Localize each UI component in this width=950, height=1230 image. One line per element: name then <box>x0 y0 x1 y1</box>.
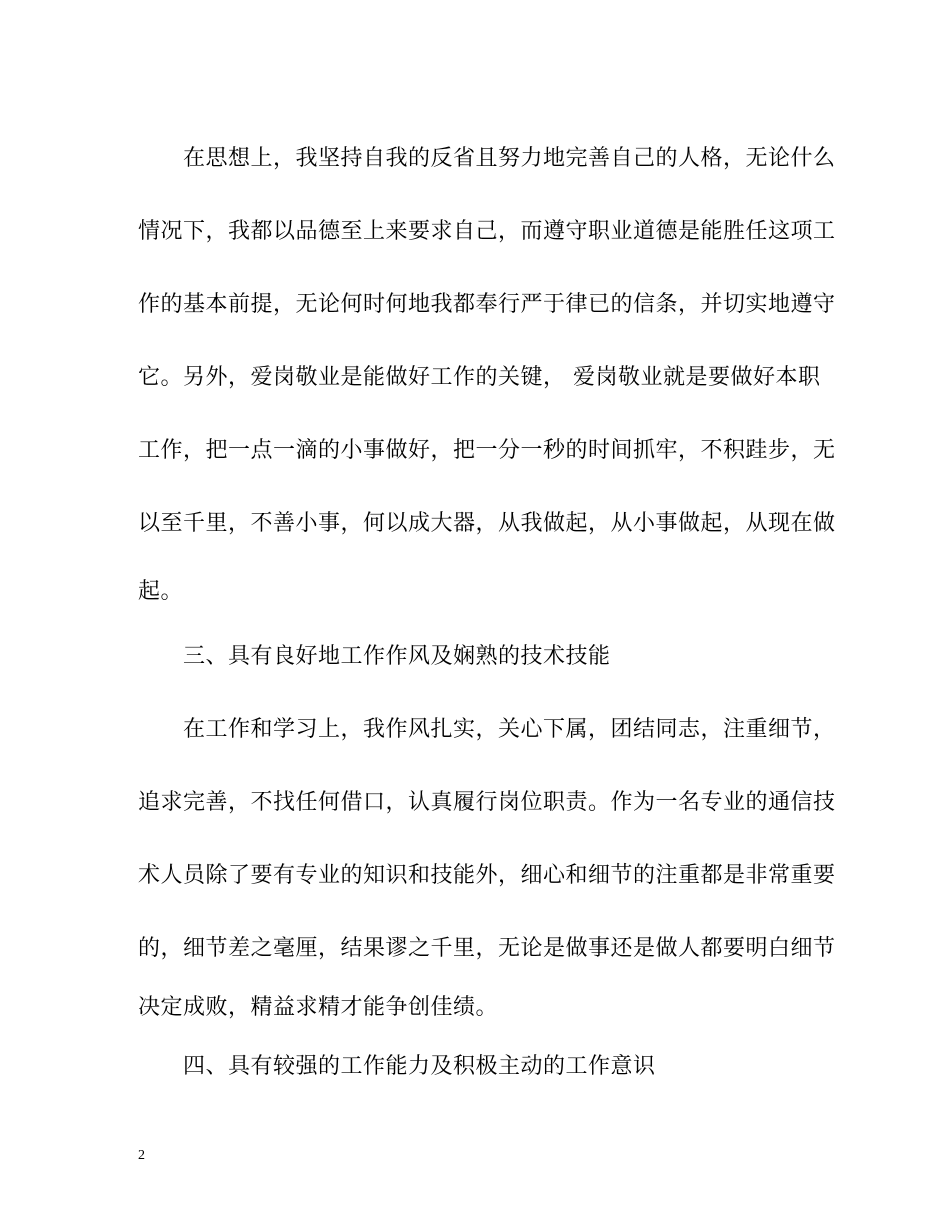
paragraph-line: 在思想上，我坚持自我的反省且努力地完善自己的人格，无论什么 <box>183 146 836 171</box>
paragraph-line: 术人员除了要有专业的知识和技能外，细心和细节的注重都是非常重要 <box>138 863 836 888</box>
paragraph-line: 起。 <box>138 579 184 604</box>
paragraph-line: 决定成败，精益求精才能争创佳绩。 <box>138 995 499 1020</box>
section-heading: 四、具有较强的工作能力及积极主动的工作意识 <box>183 1054 656 1079</box>
paragraph-line: 的，细节差之毫厘，结果谬之千里，无论是做事还是做人都要明白细节 <box>138 936 836 961</box>
paragraph-line: 追求完善，不找任何借口，认真履行岗位职责。作为一名专业的通信技 <box>138 790 836 815</box>
paragraph-line: 以至千里，不善小事，何以成大器，从我做起，从小事做起，从现在做 <box>138 511 836 536</box>
section-heading: 三、具有良好地工作作风及娴熟的技术技能 <box>183 644 611 669</box>
paragraph-line: 作的基本前提，无论何时何地我都奉行严于律已的信条，并切实地遵守 <box>138 292 836 317</box>
paragraph-line: 情况下，我都以品德至上来要求自己，而遵守职业道德是能胜任这项工 <box>138 219 836 244</box>
paragraph-line: 在工作和学习上，我作风扎实，关心下属，团结同志，注重细节， <box>183 717 836 742</box>
paragraph-line: 工作，把一点一滴的小事做好，把一分一秒的时间抓牢，不积跬步，无 <box>138 438 836 463</box>
page-number: 2 <box>138 1148 145 1163</box>
paragraph-line: 它。另外，爱岗敬业是能做好工作的关键， 爱岗敬业就是要做好本职 <box>138 365 821 390</box>
